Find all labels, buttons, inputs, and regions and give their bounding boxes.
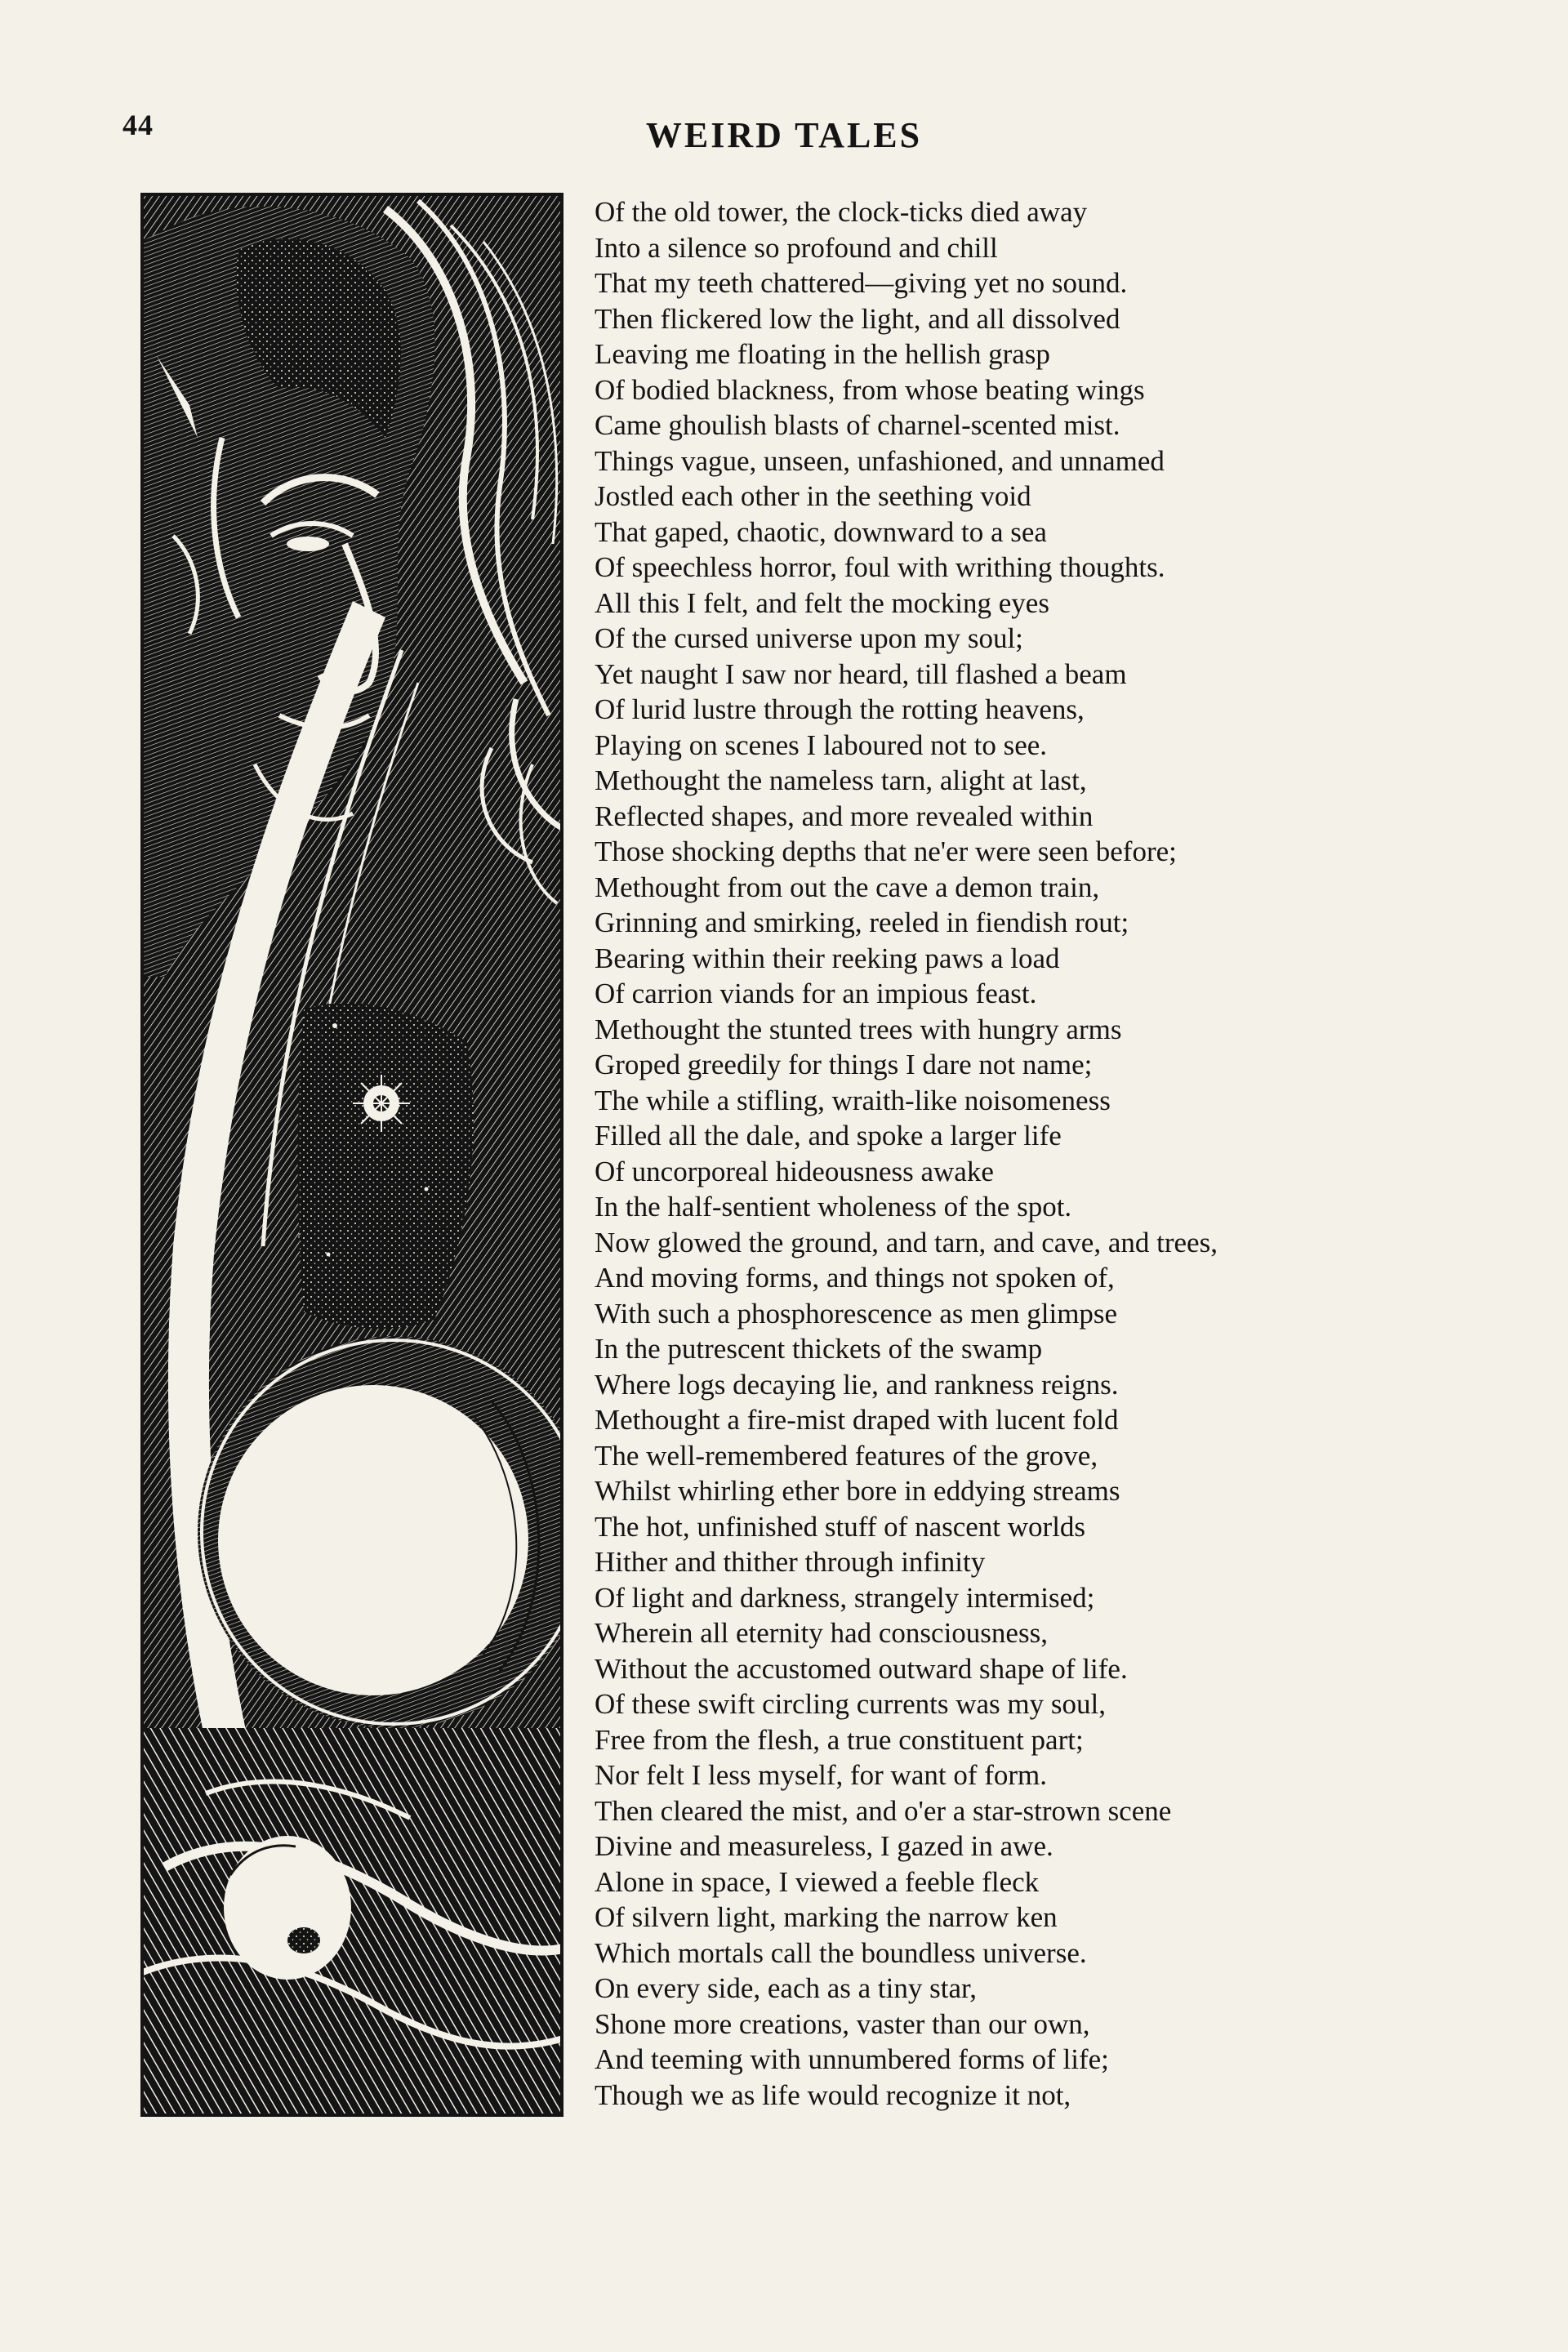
poem-line: In the half-sentient wholeness of the spot. (595, 1191, 1072, 1223)
poem-line: That gaped, chaotic, downward to a sea (595, 515, 1047, 548)
artist-initials: J.A. (516, 2264, 559, 2284)
poem-line: Alone in space, I viewed a feeble fleck (595, 1865, 1040, 1898)
poem-line: The hot, unfinished stuff of nascent worlds (595, 1510, 1086, 1543)
poem-line: Methought the stunted trees with hungry arms (595, 1013, 1122, 1045)
poem-line: That my teeth chattered—giving yet no sound. (595, 267, 1128, 299)
poem-line: Those shocking depths that ne'er were seen before; (595, 835, 1177, 867)
poem-line: Of lurid lustre through the rotting heavens, (595, 693, 1085, 725)
poem-line: Reflected shapes, and more revealed within (595, 800, 1094, 832)
starfield (298, 1003, 474, 1329)
page-number: 44 (122, 109, 154, 141)
poem-line: Nor felt I less myself, for want of form. (595, 1759, 1048, 1791)
poem-line: Yet naught I saw nor heard, till flashed a beam (595, 657, 1127, 690)
poem-line: Filled all the dale, and spoke a larger life (595, 1120, 1062, 1152)
poem-line: Of light and darkness, strangely intermised; (595, 1581, 1095, 1614)
poem-line: Then flickered low the light, and all dissolved (595, 302, 1120, 335)
woodcut-illustration (140, 193, 564, 2284)
poem-line: Bearing within their reeking paws a load (595, 942, 1060, 974)
ether-streams (140, 1728, 564, 2117)
poem-line: Of the old tower, the clock-ticks died away (595, 196, 1088, 228)
poem-line: Then cleared the mist, and o'er a star-strown scene (595, 1794, 1172, 1827)
poem-line: And moving forms, and things not spoken of, (595, 1262, 1115, 1294)
poem-line: On every side, each as a tiny star, (595, 1972, 978, 2004)
poem-line: With such a phosphorescence as men glimpse (595, 1297, 1118, 1330)
poem-line: Of silvern light, marking the narrow ken (595, 1901, 1058, 1933)
poem-line: Of carrion viands for an impious feast. (595, 978, 1037, 1009)
poem-line: Came ghoulish blasts of charnel-scented mist. (595, 409, 1120, 441)
poem-line: Of these swift circling currents was my soul, (595, 1688, 1106, 1720)
poem-line: Groped greedily for things I dare not name; (595, 1049, 1093, 1080)
poem-line: Methought the nameless tarn, alight at last, (595, 764, 1087, 796)
poem-line: Methought from out the cave a demon train, (595, 871, 1100, 903)
poem-line: The while a stifling, wraith-like noisomeness (595, 1084, 1111, 1116)
poem-line: Whilst whirling ether bore in eddying streams (595, 1475, 1120, 1507)
poem-line: Of uncorporeal hideousness awake (595, 1155, 994, 1187)
poem-line: Things vague, unseen, unfashioned, and unnamed (595, 444, 1165, 477)
poem-line: Methought a fire-mist draped with lucent fold (595, 1404, 1119, 1436)
poem-line: All this I felt, and felt the mocking eyes (595, 586, 1049, 619)
poem-line: Shone more creations, vaster than our own, (595, 2007, 1090, 2040)
illustration-artwork (140, 193, 564, 2117)
poem-line: Playing on scenes I laboured not to see. (595, 728, 1048, 761)
running-title: WEIRD TALES (645, 115, 923, 155)
poem-line: Hither and thither through infinity (595, 1546, 986, 1578)
poem-text (595, 194, 1493, 2113)
poem-line: Which mortals call the boundless universe. (595, 1936, 1087, 1969)
poem-line: Though we as life would recognize it not, (595, 2078, 1071, 2111)
poem-line: Leaving me floating in the hellish grasp (595, 338, 1050, 370)
poem-line: Wherein all eternity had consciousness, (595, 1617, 1048, 1649)
poem-line: Without the accustomed outward shape of life. (595, 1652, 1128, 1685)
poem-line: Jostled each other in the seething void (595, 480, 1031, 512)
small-planet (224, 1836, 351, 1980)
poem-line: Divine and measureless, I gazed in awe. (595, 1830, 1054, 1862)
poem-line: Where logs decaying lie, and rankness reigns. (595, 1368, 1119, 1401)
poem-line: Of speechless horror, foul with writhing thoughts. (595, 551, 1165, 583)
poem-line: In the putrescent thickets of the swamp (595, 1333, 1043, 1365)
poem-line: Now glowed the ground, and tarn, and cave, and trees, (595, 1226, 1218, 1258)
poem-line: Of the cursed universe upon my soul; (595, 622, 1023, 654)
poem-line: Into a silence so profound and chill (595, 231, 998, 264)
poem-line: Free from the flesh, a true constituent part; (595, 1723, 1084, 1756)
poem-line: Of bodied blackness, from whose beating wings (595, 373, 1145, 406)
poem-line: The well-remembered features of the grove, (595, 1439, 1098, 1472)
poem-line: And teeming with unnumbered forms of life; (595, 2043, 1109, 2075)
poem-line: Grinning and smirking, reeled in fiendish rout; (595, 906, 1129, 938)
